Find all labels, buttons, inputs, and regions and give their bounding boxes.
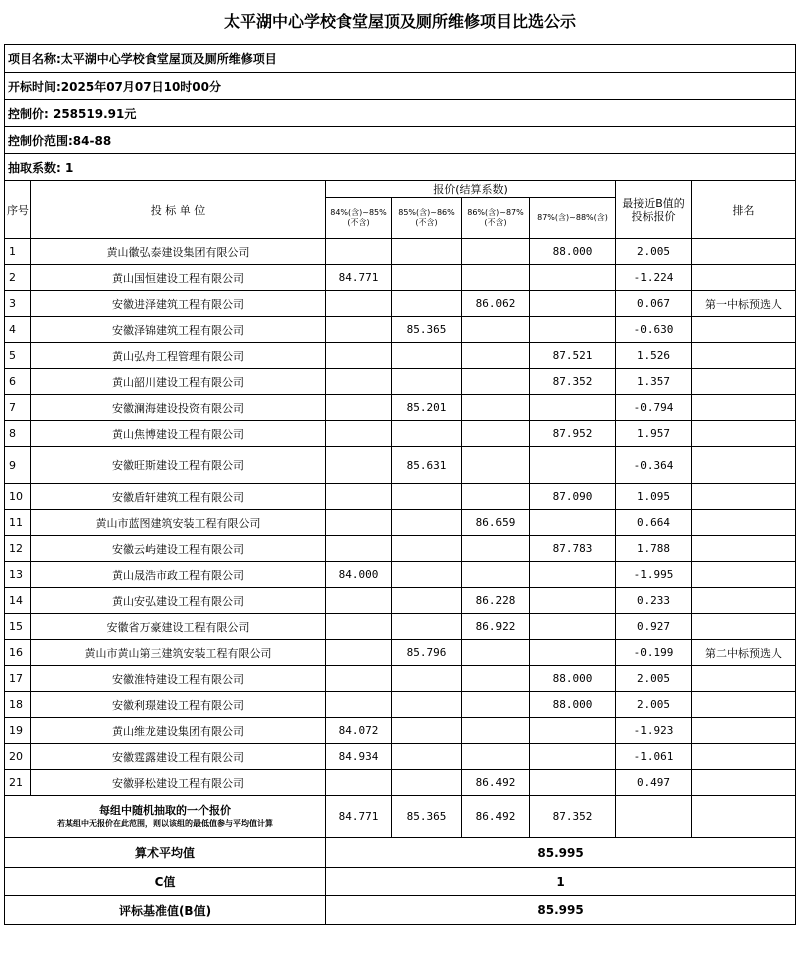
row-rank — [692, 718, 796, 744]
row-range-4 — [530, 588, 616, 614]
row-range-1 — [326, 614, 392, 640]
row-range-2 — [392, 692, 462, 718]
row-range-3: 86.922 — [462, 614, 530, 640]
row-closest: 0.067 — [616, 291, 692, 317]
table-row — [5, 640, 796, 666]
row-range-4 — [530, 447, 616, 484]
row-closest: 0.927 — [616, 614, 692, 640]
row-rank — [692, 510, 796, 536]
row-range-2 — [392, 536, 462, 562]
row-range-2 — [392, 484, 462, 510]
row-range-3: 86.228 — [462, 588, 530, 614]
row-range-2 — [392, 614, 462, 640]
row-range-2 — [392, 265, 462, 291]
c-value: 1 — [326, 868, 796, 896]
row-range-3 — [462, 395, 530, 421]
header-seq: 序号 — [5, 181, 31, 239]
control-price: 控制价: 258519.91元 — [5, 100, 796, 127]
table-row — [5, 536, 796, 562]
row-company: 安徽利璟建设工程有限公司 — [31, 692, 326, 718]
table-row — [5, 421, 796, 447]
row-seq: 5 — [5, 343, 31, 369]
row-range-2: 85.365 — [392, 317, 462, 343]
row-range-1: 84.000 — [326, 562, 392, 588]
row-rank — [692, 239, 796, 265]
row-range-4 — [530, 718, 616, 744]
row-rank — [692, 265, 796, 291]
row-seq: 18 — [5, 692, 31, 718]
row-range-1 — [326, 640, 392, 666]
row-seq: 10 — [5, 484, 31, 510]
open-time: 开标时间:2025年07月07日10时00分 — [5, 73, 796, 100]
row-closest: -1.923 — [616, 718, 692, 744]
row-range-4: 87.952 — [530, 421, 616, 447]
row-range-3 — [462, 718, 530, 744]
row-range-1 — [326, 395, 392, 421]
row-range-4 — [530, 510, 616, 536]
row-seq: 7 — [5, 395, 31, 421]
row-rank — [692, 447, 796, 484]
row-range-2 — [392, 718, 462, 744]
row-closest: 2.005 — [616, 666, 692, 692]
row-seq: 16 — [5, 640, 31, 666]
row-range-2 — [392, 291, 462, 317]
row-range-1 — [326, 421, 392, 447]
row-rank: 第二中标预选人 — [692, 640, 796, 666]
row-rank — [692, 484, 796, 510]
row-seq: 21 — [5, 770, 31, 796]
row-seq: 4 — [5, 317, 31, 343]
row-range-4 — [530, 562, 616, 588]
header-range-2: 85%(含)~86%(不含) — [392, 198, 462, 239]
row-range-1 — [326, 317, 392, 343]
row-closest: 1.095 — [616, 484, 692, 510]
row-closest: 0.497 — [616, 770, 692, 796]
row-rank — [692, 770, 796, 796]
control-range: 控制价范围:84-88 — [5, 127, 796, 154]
table-row — [5, 447, 796, 484]
row-company: 安徽云屿建设工程有限公司 — [31, 536, 326, 562]
row-range-2: 85.796 — [392, 640, 462, 666]
row-closest: -0.630 — [616, 317, 692, 343]
row-company: 安徽盾轩建筑工程有限公司 — [31, 484, 326, 510]
page-title: 太平湖中心学校食堂屋顶及厕所维修项目比选公示 — [223, 12, 576, 31]
row-range-4 — [530, 395, 616, 421]
c-value-label: C值 — [5, 868, 326, 896]
row-range-3 — [462, 484, 530, 510]
row-range-1 — [326, 510, 392, 536]
table-row — [5, 510, 796, 536]
table-row — [5, 744, 796, 770]
row-range-4 — [530, 614, 616, 640]
row-company: 黄山弘舟工程管理有限公司 — [31, 343, 326, 369]
coefficient: 抽取系数: 1 — [5, 154, 796, 181]
row-seq: 11 — [5, 510, 31, 536]
table-row — [5, 395, 796, 421]
row-range-4: 87.352 — [530, 369, 616, 395]
row-seq: 2 — [5, 265, 31, 291]
row-range-1: 84.072 — [326, 718, 392, 744]
header-closest: 最接近B值的投标报价 — [616, 181, 692, 239]
row-range-3 — [462, 447, 530, 484]
row-closest: 1.526 — [616, 343, 692, 369]
row-range-1 — [326, 291, 392, 317]
row-range-2 — [392, 343, 462, 369]
sample-label-note: 若某组中无报价在此范围，则以该组的最低值参与平均值计算 — [57, 818, 273, 828]
sample-range-4: 87.352 — [530, 796, 616, 838]
row-company: 黄山韶川建设工程有限公司 — [31, 369, 326, 395]
row-range-1 — [326, 447, 392, 484]
average-value: 85.995 — [326, 838, 796, 868]
row-company: 安徽淮特建设工程有限公司 — [31, 666, 326, 692]
row-company: 黄山市蓝图建筑安装工程有限公司 — [31, 510, 326, 536]
row-company: 黄山安弘建设工程有限公司 — [31, 588, 326, 614]
row-company: 黄山徽弘泰建设集团有限公司 — [31, 239, 326, 265]
row-seq: 13 — [5, 562, 31, 588]
row-range-1 — [326, 239, 392, 265]
row-closest: 0.664 — [616, 510, 692, 536]
row-seq: 6 — [5, 369, 31, 395]
row-range-3: 86.062 — [462, 291, 530, 317]
row-company: 安徽霆露建设工程有限公司 — [31, 744, 326, 770]
row-seq: 15 — [5, 614, 31, 640]
row-closest: -0.794 — [616, 395, 692, 421]
row-company: 安徽省万豪建设工程有限公司 — [31, 614, 326, 640]
row-closest: -1.995 — [616, 562, 692, 588]
header-range-1: 84%(含)~85%(不含) — [326, 198, 392, 239]
row-range-2 — [392, 510, 462, 536]
row-rank — [692, 536, 796, 562]
row-range-3 — [462, 421, 530, 447]
table-row — [5, 239, 796, 265]
table-row — [5, 369, 796, 395]
b-value-label: 评标基准值(B值) — [5, 896, 326, 925]
row-range-4: 87.090 — [530, 484, 616, 510]
table-row — [5, 666, 796, 692]
row-range-3 — [462, 562, 530, 588]
header-range-3: 86%(含)~87%(不含) — [462, 198, 530, 239]
row-seq: 20 — [5, 744, 31, 770]
row-seq: 17 — [5, 666, 31, 692]
row-company: 黄山国恒建设工程有限公司 — [31, 265, 326, 291]
row-rank — [692, 588, 796, 614]
header-range-4: 87%(含)~88%(含) — [530, 198, 616, 239]
row-rank — [692, 666, 796, 692]
row-closest: 2.005 — [616, 239, 692, 265]
row-seq: 8 — [5, 421, 31, 447]
row-company: 安徽澜海建设投资有限公司 — [31, 395, 326, 421]
row-closest: -1.061 — [616, 744, 692, 770]
row-range-2 — [392, 421, 462, 447]
table-row — [5, 692, 796, 718]
row-closest: 0.233 — [616, 588, 692, 614]
row-company: 黄山晟浩市政工程有限公司 — [31, 562, 326, 588]
row-rank — [692, 317, 796, 343]
row-range-3 — [462, 265, 530, 291]
row-range-2 — [392, 562, 462, 588]
row-range-2 — [392, 666, 462, 692]
row-range-2: 85.631 — [392, 447, 462, 484]
row-range-4: 87.521 — [530, 343, 616, 369]
table-row — [5, 718, 796, 744]
row-closest: -1.224 — [616, 265, 692, 291]
row-range-1: 84.771 — [326, 265, 392, 291]
row-rank: 第一中标预选人 — [692, 291, 796, 317]
row-range-1 — [326, 343, 392, 369]
row-range-4 — [530, 640, 616, 666]
row-rank — [692, 343, 796, 369]
row-seq: 9 — [5, 447, 31, 484]
row-range-2: 85.201 — [392, 395, 462, 421]
row-company: 安徽进泽建筑工程有限公司 — [31, 291, 326, 317]
row-range-3 — [462, 536, 530, 562]
row-company: 黄山焦博建设工程有限公司 — [31, 421, 326, 447]
b-value: 85.995 — [326, 896, 796, 925]
row-range-2 — [392, 239, 462, 265]
row-range-2 — [392, 770, 462, 796]
row-range-4 — [530, 265, 616, 291]
row-range-4: 87.783 — [530, 536, 616, 562]
average-label: 算术平均值 — [5, 838, 326, 868]
row-closest: 1.957 — [616, 421, 692, 447]
row-range-4 — [530, 770, 616, 796]
row-range-2 — [392, 744, 462, 770]
header-unit: 投 标 单 位 — [31, 181, 326, 239]
row-rank — [692, 614, 796, 640]
row-rank — [692, 395, 796, 421]
row-company: 安徽泽锦建筑工程有限公司 — [31, 317, 326, 343]
sample-range-1: 84.771 — [326, 796, 392, 838]
row-range-3: 86.659 — [462, 510, 530, 536]
table-row — [5, 770, 796, 796]
row-seq: 19 — [5, 718, 31, 744]
row-range-1 — [326, 484, 392, 510]
row-range-1 — [326, 588, 392, 614]
row-closest: 2.005 — [616, 692, 692, 718]
table-row — [5, 588, 796, 614]
row-company: 安徽驿松建设工程有限公司 — [31, 770, 326, 796]
table-row — [5, 317, 796, 343]
row-company: 安徽旺斯建设工程有限公司 — [31, 447, 326, 484]
table-row — [5, 562, 796, 588]
row-seq: 14 — [5, 588, 31, 614]
row-range-3 — [462, 640, 530, 666]
row-closest: -0.364 — [616, 447, 692, 484]
table-row — [5, 484, 796, 510]
row-seq: 3 — [5, 291, 31, 317]
bid-table — [4, 44, 796, 925]
row-range-1 — [326, 692, 392, 718]
row-range-3 — [462, 343, 530, 369]
row-rank — [692, 421, 796, 447]
row-range-3 — [462, 239, 530, 265]
row-range-3 — [462, 369, 530, 395]
row-closest: 1.357 — [616, 369, 692, 395]
table-row — [5, 614, 796, 640]
project-name: 项目名称:太平湖中心学校食堂屋顶及厕所维修项目 — [5, 45, 796, 73]
row-rank — [692, 369, 796, 395]
sample-range-3: 86.492 — [462, 796, 530, 838]
sample-label-main: 每组中随机抽取的一个报价 — [99, 803, 231, 817]
row-closest: -0.199 — [616, 640, 692, 666]
row-range-4: 88.000 — [530, 239, 616, 265]
row-range-2 — [392, 588, 462, 614]
header-quote: 报价(结算系数) — [326, 181, 616, 198]
row-range-2 — [392, 369, 462, 395]
row-rank — [692, 692, 796, 718]
row-range-3 — [462, 317, 530, 343]
row-seq: 12 — [5, 536, 31, 562]
row-range-1 — [326, 770, 392, 796]
table-row — [5, 343, 796, 369]
row-range-1 — [326, 666, 392, 692]
row-range-3 — [462, 692, 530, 718]
sample-range-2: 85.365 — [392, 796, 462, 838]
row-seq: 1 — [5, 239, 31, 265]
table-row — [5, 265, 796, 291]
table-row — [5, 291, 796, 317]
row-range-1 — [326, 369, 392, 395]
row-range-1: 84.934 — [326, 744, 392, 770]
row-range-3 — [462, 666, 530, 692]
row-range-4: 88.000 — [530, 692, 616, 718]
row-rank — [692, 562, 796, 588]
row-range-4: 88.000 — [530, 666, 616, 692]
header-rank: 排名 — [692, 181, 796, 239]
row-company: 黄山市黄山第三建筑安装工程有限公司 — [31, 640, 326, 666]
row-range-3: 86.492 — [462, 770, 530, 796]
row-closest: 1.788 — [616, 536, 692, 562]
row-range-4 — [530, 744, 616, 770]
row-rank — [692, 744, 796, 770]
row-range-4 — [530, 291, 616, 317]
row-range-4 — [530, 317, 616, 343]
row-range-1 — [326, 536, 392, 562]
row-range-3 — [462, 744, 530, 770]
row-company: 黄山维龙建设集团有限公司 — [31, 718, 326, 744]
sample-label — [5, 796, 326, 838]
